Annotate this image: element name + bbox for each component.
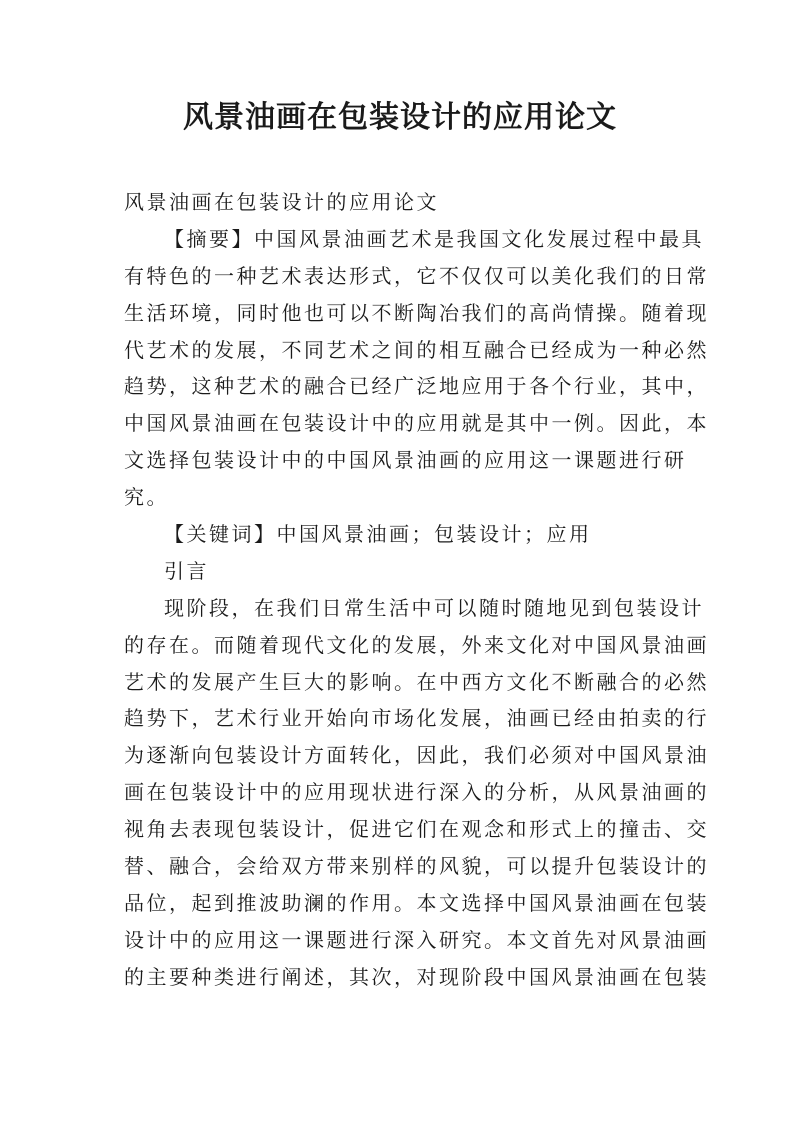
paragraph-line: 为逐渐向包装设计方面转化，因此，我们必须对中国风景油: [124, 743, 709, 768]
paragraph-line: 设计中的应用这一课题进行深入研究。本文首先对风景油画: [124, 927, 709, 952]
abstract-line: 代艺术的发展，不同艺术之间的相互融合已经成为一种必然: [124, 337, 709, 362]
section-heading-introduction: 引言: [164, 558, 209, 583]
paragraph-line: 趋势下，艺术行业开始向市场化发展，油画已经由拍卖的行: [124, 706, 709, 731]
abstract-line: 文选择包装设计中的中国风景油画的应用这一课题进行研: [124, 448, 687, 473]
abstract-line: 究。: [124, 485, 169, 510]
paragraph-line: 替、融合，会给双方带来别样的风貌，可以提升包装设计的: [124, 854, 709, 879]
abstract-line: 【摘要】中国风景油画艺术是我国文化发展过程中最具: [164, 226, 704, 251]
paragraph-line: 画在包装设计中的应用现状进行深入的分析，从风景油画的: [124, 780, 709, 805]
keywords-line: 【关键词】中国风景油画；包装设计；应用: [164, 522, 592, 547]
paragraph-line: 现阶段，在我们日常生活中可以随时随地见到包装设计: [164, 595, 704, 620]
paragraph-line: 的存在。而随着现代文化的发展，外来文化对中国风景油画: [124, 632, 709, 657]
document-title: 风景油画在包装设计的应用论文: [183, 100, 617, 135]
document-body: [124, 184, 709, 996]
paragraph-line: 品位，起到推波助澜的作用。本文选择中国风景油画在包装: [124, 890, 709, 915]
paragraph-line: 艺术的发展产生巨大的影响。在中西方文化不断融合的必然: [124, 669, 709, 694]
abstract-line: 有特色的一种艺术表达形式，它不仅仅可以美化我们的日常: [124, 263, 709, 288]
abstract-line: 趋势，这种艺术的融合已经广泛地应用于各个行业，其中，: [124, 374, 709, 399]
subtitle-line: 风景油画在包装设计的应用论文: [124, 190, 439, 214]
abstract-line: 中国风景油画在包装设计中的应用就是其中一例。因此，本: [124, 411, 709, 436]
paragraph-line: 的主要种类进行阐述，其次，对现阶段中国风景油画在包装: [124, 964, 709, 989]
paragraph-line: 视角去表现包装设计，促进它们在观念和形式上的撞击、交: [124, 817, 709, 842]
abstract-line: 生活环境，同时他也可以不断陶冶我们的高尚情操。随着现: [124, 300, 709, 325]
